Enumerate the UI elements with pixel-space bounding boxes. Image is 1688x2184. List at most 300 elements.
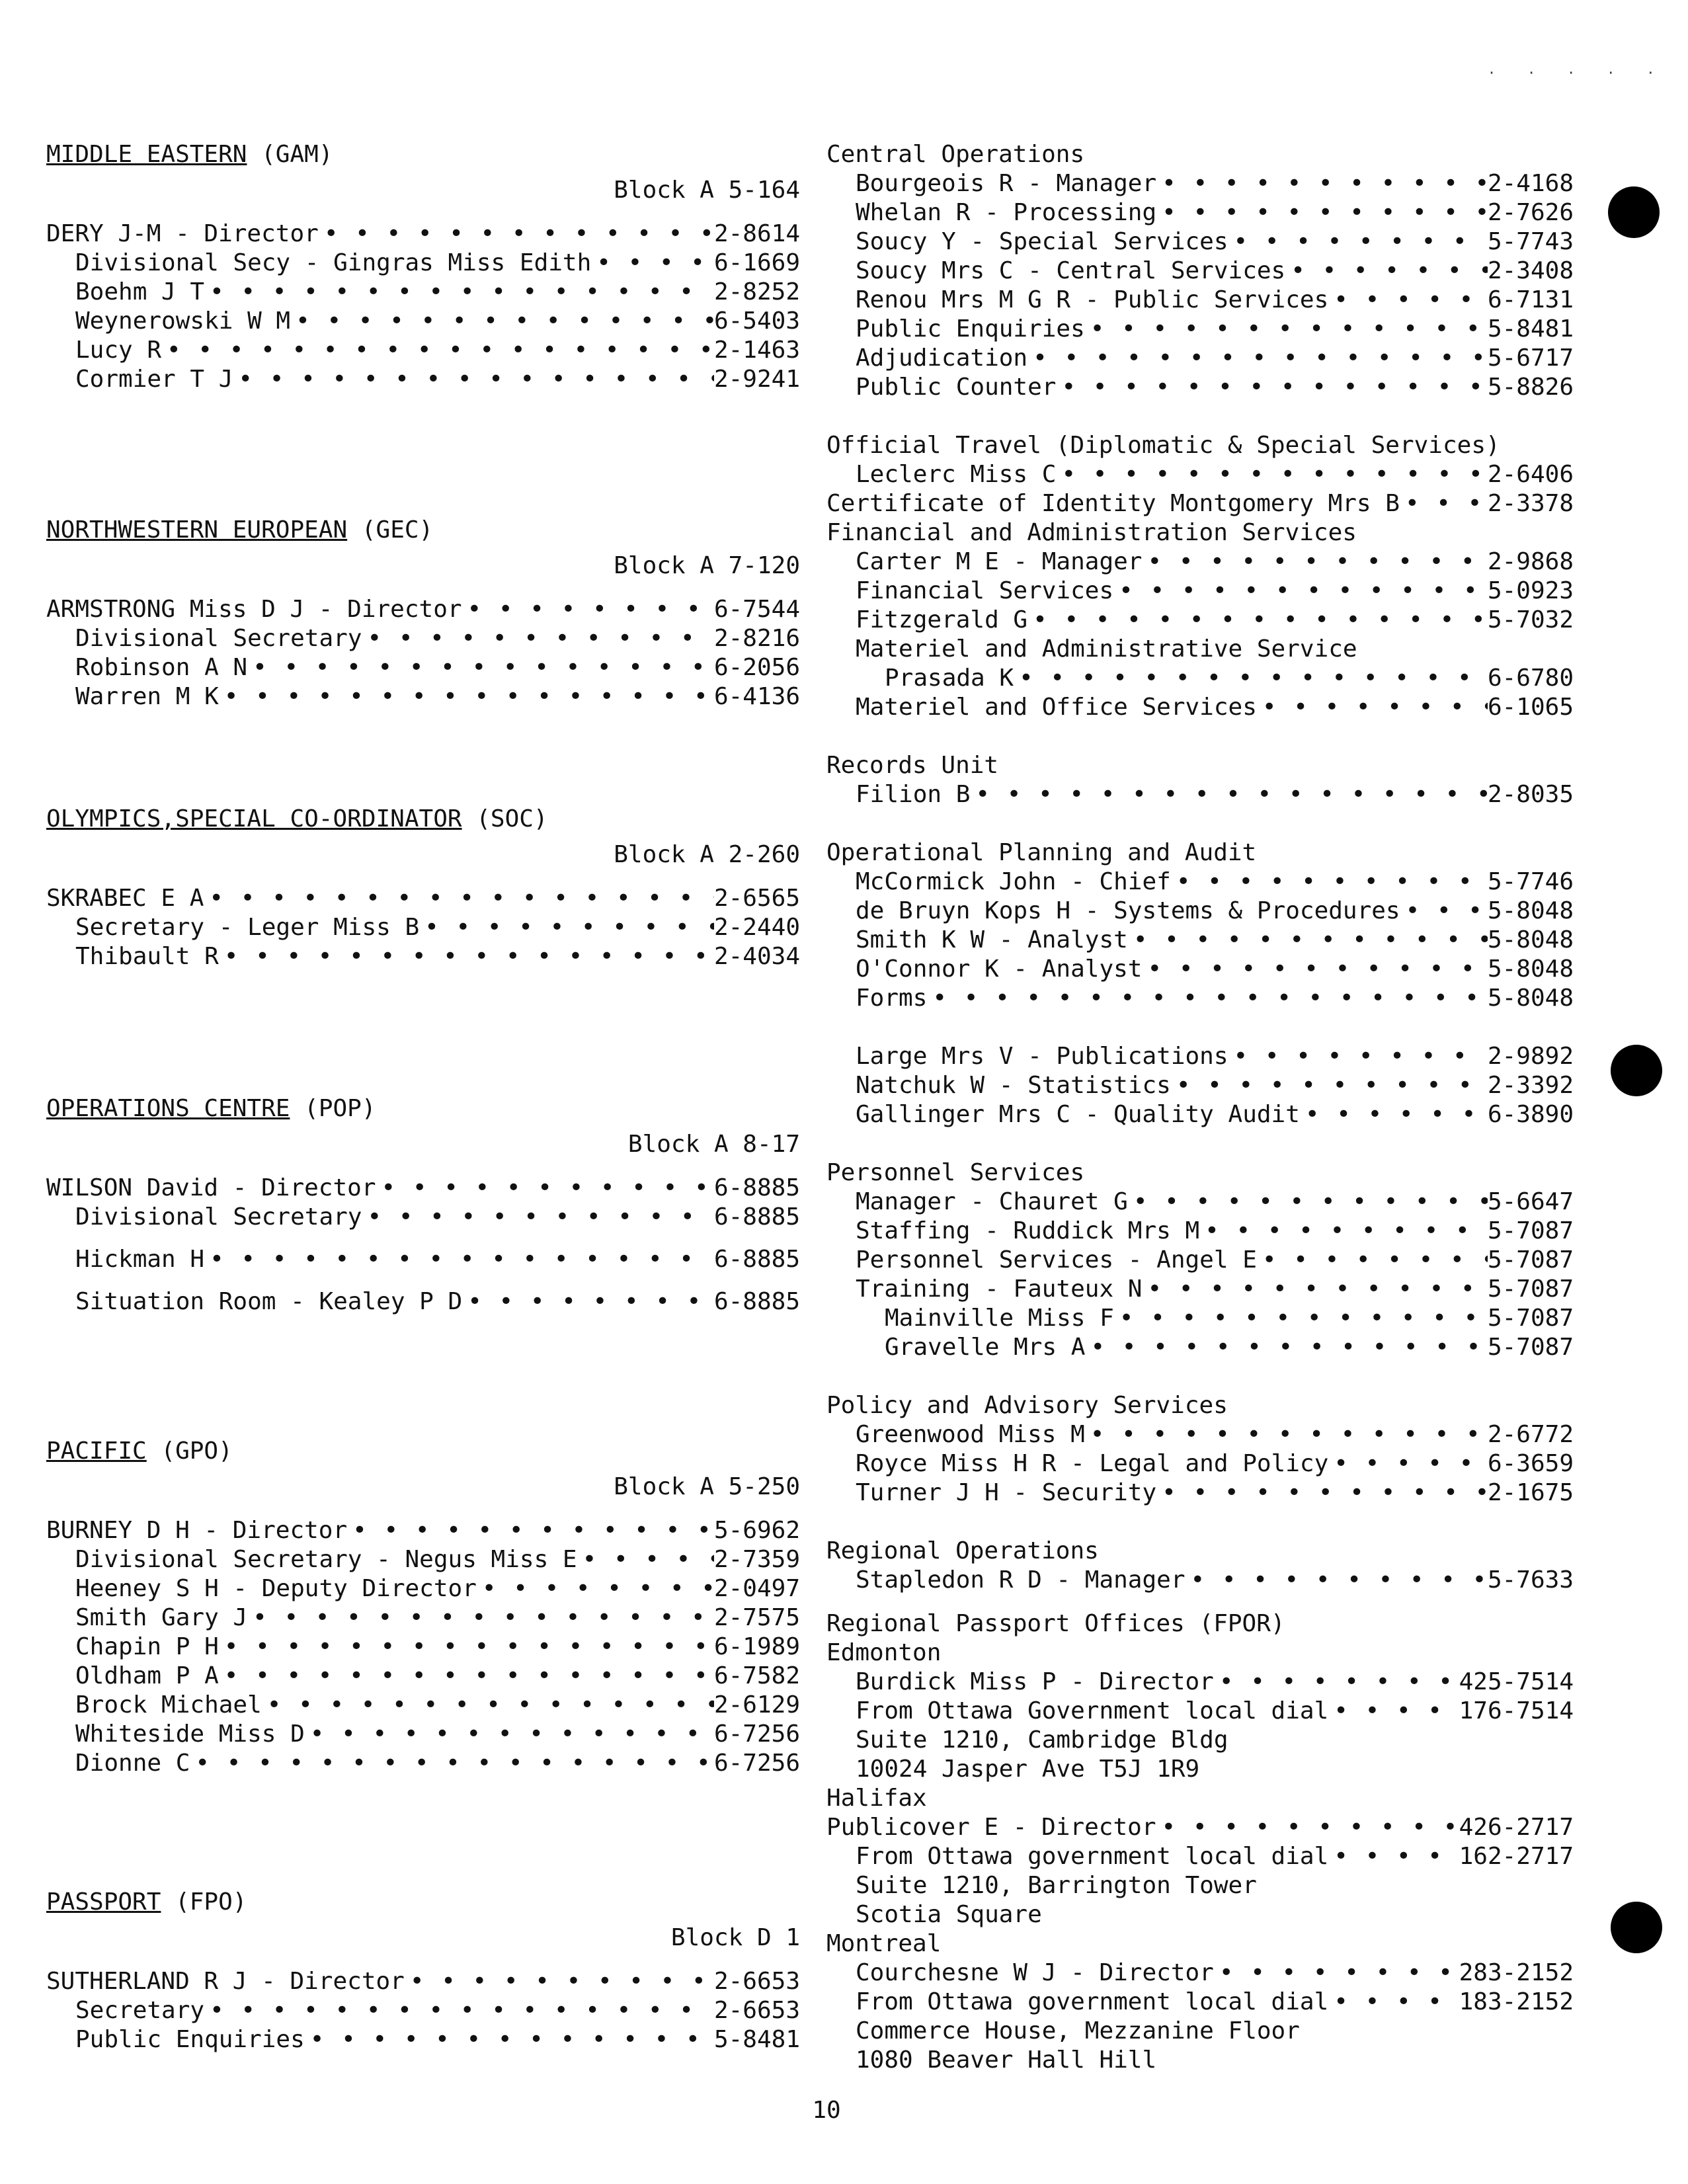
dot-leader	[1328, 1988, 1459, 2017]
dot-leader	[462, 1287, 714, 1316]
section-heading	[46, 516, 800, 545]
directory-entry	[826, 1842, 1574, 1871]
directory-entry	[46, 653, 800, 682]
directory-entry	[826, 169, 1574, 198]
entry-name: McCormick John - Chief	[856, 868, 1171, 895]
directory-entry	[826, 1988, 1574, 2017]
dot-leader	[1214, 1959, 1459, 1988]
address-line: Suite 1210, Barrington Tower	[856, 1872, 1257, 1899]
directory-entry	[826, 984, 1574, 1013]
dot-leader	[1128, 926, 1488, 955]
directory-section	[46, 1094, 800, 1316]
entry-phone: 426-2717	[1459, 1814, 1574, 1841]
directory-entry	[826, 373, 1574, 402]
subsection-heading: Policy and Advisory Services	[826, 1392, 1228, 1419]
directory-entry	[826, 1478, 1574, 1508]
directory-entry	[46, 1662, 800, 1691]
entry-name: Dionne C	[75, 1750, 190, 1777]
entry-name: Bourgeois R - Manager	[856, 170, 1157, 197]
directory-entry	[826, 1959, 1574, 1988]
dot-leader	[1156, 1813, 1459, 1842]
directory-entry	[46, 1174, 800, 1203]
dot-leader	[405, 1967, 714, 1996]
directory-entry	[46, 1633, 800, 1662]
dot-leader	[1328, 286, 1488, 315]
directory-entry	[826, 286, 1574, 315]
entry-phone: 5-7743	[1487, 228, 1574, 255]
directory-entry	[826, 606, 1574, 635]
dot-leader	[1085, 315, 1488, 344]
entry-phone: 6-7131	[1487, 286, 1574, 313]
entry-name: Boehm J T	[75, 278, 205, 305]
dot-leader	[970, 780, 1488, 809]
entry-phone: 2-9241	[713, 366, 800, 393]
entry-phone: 2-8252	[713, 278, 800, 305]
block-location: Block A 2-260	[614, 841, 800, 868]
entry-phone: 2-9892	[1487, 1043, 1574, 1070]
entry-phone: 425-7514	[1459, 1668, 1574, 1695]
entry-name: Soucy Y - Special Services	[856, 228, 1228, 255]
entry-name: Secretary	[75, 1997, 205, 2024]
subsection-heading: Financial and Administration Services	[826, 519, 1357, 546]
entry-name: Personnel Services - Angel E	[856, 1246, 1257, 1274]
entry-phone: 5-6962	[713, 1517, 800, 1544]
entry-phone: 2-1675	[1487, 1479, 1574, 1506]
subsection-heading: Halifax	[826, 1785, 927, 1812]
dot-leader	[161, 336, 714, 365]
dot-leader	[262, 1691, 714, 1720]
entry-phone: 6-4136	[713, 683, 800, 710]
section-code: (SOC)	[476, 805, 548, 832]
subsection-heading: Regional Passport Offices (FPOR)	[826, 1610, 1285, 1637]
address-line: Scotia Square	[856, 1901, 1042, 1928]
dot-leader	[1128, 1188, 1488, 1217]
subsection-heading: Operational Planning and Audit	[826, 839, 1257, 866]
entry-name: Situation Room - Kealey P D	[75, 1288, 463, 1315]
directory-entry	[826, 1668, 1574, 1697]
directory-entry	[826, 1697, 1574, 1726]
entry-phone: 6-7582	[713, 1662, 800, 1689]
directory-entry	[46, 624, 800, 653]
dot-leader	[1056, 460, 1488, 489]
dot-leader	[376, 1174, 714, 1203]
dot-leader	[1156, 169, 1488, 198]
entry-phone: 2-4168	[1487, 170, 1574, 197]
entry-name: From Ottawa government local dial	[856, 1988, 1329, 2015]
entry-name: Heeney S H - Deputy Director	[75, 1575, 477, 1602]
dot-leader	[1228, 1042, 1488, 1071]
directory-entry	[826, 1333, 1574, 1362]
entry-name: Filion B	[856, 781, 971, 808]
address-line: Commerce House, Mezzanine Floor	[856, 2017, 1300, 2044]
entry-name: Lucy R	[75, 337, 162, 364]
spacer	[826, 1129, 1574, 1158]
entry-phone: 183-2152	[1459, 1988, 1574, 2015]
entry-phone: 162-2717	[1459, 1843, 1574, 1870]
entry-name: Cormier T J	[75, 366, 233, 393]
entry-phone: 6-6780	[1487, 665, 1574, 692]
dot-leader	[362, 624, 713, 653]
section-code: (GPO)	[161, 1437, 233, 1465]
directory-entry	[826, 1188, 1574, 1217]
entry-name: O'Connor K - Analyst	[856, 955, 1143, 983]
directory-section	[46, 140, 800, 394]
entry-phone: 2-7626	[1487, 199, 1574, 226]
section-title: MIDDLE EASTERN	[46, 141, 247, 168]
directory-entry	[46, 1574, 800, 1603]
entry-phone: 6-7256	[713, 1750, 800, 1777]
directory-entry	[46, 1245, 800, 1274]
subsection-heading: Personnel Services	[826, 1159, 1085, 1186]
section-code: (FPO)	[175, 1888, 247, 1916]
dot-leader	[1027, 606, 1488, 635]
entry-name: From Ottawa government local dial	[856, 1843, 1329, 1870]
entry-name: Smith K W - Analyst	[856, 926, 1128, 953]
entry-phone: 5-7087	[1487, 1246, 1574, 1274]
directory-section	[46, 805, 800, 971]
entry-phone: 2-8614	[713, 220, 800, 247]
entry-phone: 5-8826	[1487, 374, 1574, 401]
entry-name: Chapin P H	[75, 1633, 219, 1660]
section-title: PACIFIC	[46, 1437, 147, 1465]
section-heading	[46, 1888, 800, 1917]
entry-name: Whelan R - Processing	[856, 199, 1157, 226]
entry-phone: 2-2440	[713, 914, 800, 941]
directory-entry	[46, 220, 800, 249]
dot-leader	[1328, 1449, 1488, 1478]
directory-entry	[826, 1566, 1574, 1595]
dot-leader	[477, 1574, 714, 1603]
entry-name: Burdick Miss P - Director	[856, 1668, 1214, 1695]
block-location: Block A 5-164	[614, 177, 800, 204]
entry-phone: 5-8048	[1487, 985, 1574, 1012]
entry-phone: 5-0923	[1487, 577, 1574, 604]
entry-name: Divisional Secretary	[75, 625, 362, 652]
dot-leader	[219, 942, 714, 971]
dot-leader	[1156, 1478, 1488, 1508]
directory-entry	[826, 868, 1574, 897]
spacer	[826, 809, 1574, 838]
dot-leader	[1400, 897, 1488, 926]
dot-leader	[1214, 1668, 1459, 1697]
directory-entry	[826, 547, 1574, 577]
dot-leader	[1114, 1304, 1488, 1333]
entry-name: Public Enquiries	[75, 2026, 305, 2053]
entry-name: de Bruyn Kops H - Systems & Procedures	[856, 897, 1400, 924]
entry-name: Training - Fauteux N	[856, 1275, 1143, 1303]
dot-leader	[219, 1662, 714, 1691]
dot-leader	[1171, 868, 1488, 897]
entry-phone: 5-7746	[1487, 868, 1574, 895]
entry-name: Certificate of Identity Montgomery Mrs B	[826, 490, 1400, 517]
section-title: OPERATIONS CENTRE	[46, 1095, 290, 1122]
section-heading	[46, 805, 800, 834]
directory-entry	[826, 198, 1574, 227]
entry-phone: 6-8885	[713, 1246, 800, 1273]
block-location: Block D 1	[670, 1924, 800, 1951]
entry-name: Gravelle Mrs A	[885, 1334, 1086, 1361]
block-location: Block A 8-17	[627, 1131, 800, 1158]
entry-name: Turner J H - Security	[856, 1479, 1157, 1506]
entry-phone: 6-2056	[713, 654, 800, 681]
section-heading	[46, 1094, 800, 1123]
dot-leader	[1142, 547, 1487, 577]
directory-entry	[826, 344, 1574, 373]
dot-leader	[204, 278, 714, 307]
directory-entry	[826, 693, 1574, 722]
entry-name: Prasada K	[885, 665, 1014, 692]
dot-leader	[1085, 1420, 1488, 1449]
entry-phone: 5-7032	[1487, 606, 1574, 633]
dot-leader	[1300, 1100, 1488, 1129]
directory-entry	[46, 884, 800, 913]
dot-leader	[1142, 955, 1487, 984]
entry-name: Large Mrs V - Publications	[856, 1043, 1228, 1070]
entry-phone: 2-6653	[713, 1997, 800, 2024]
entry-name: DERY J-M - Director	[46, 220, 319, 247]
directory-entry	[826, 1100, 1574, 1129]
entry-phone: 6-7256	[713, 1720, 800, 1748]
entry-name: Publicover E - Director	[826, 1814, 1156, 1841]
entry-phone: 5-6717	[1487, 344, 1574, 372]
dot-leader	[462, 595, 714, 624]
dot-leader	[1285, 257, 1488, 286]
block-location: Block A 7-120	[614, 552, 800, 579]
dot-leader	[204, 1245, 714, 1274]
dot-leader	[1328, 1842, 1459, 1871]
dot-leader	[591, 249, 714, 278]
entry-name: Robinson A N	[75, 654, 248, 681]
dot-leader	[219, 682, 714, 711]
entry-name: Greenwood Miss M	[856, 1421, 1085, 1448]
entry-phone: 5-6647	[1487, 1188, 1574, 1215]
dot-leader	[1014, 664, 1488, 693]
entry-name: Financial Services	[856, 577, 1114, 604]
dot-leader	[319, 220, 714, 249]
spacer	[826, 402, 1574, 431]
address-line: Suite 1210, Cambridge Bldg	[856, 1726, 1228, 1754]
entry-phone: 176-7514	[1459, 1697, 1574, 1724]
directory-entry	[46, 1516, 800, 1545]
dot-leader	[190, 1749, 714, 1778]
dot-leader	[1171, 1071, 1488, 1100]
directory-entry	[46, 2025, 800, 2054]
directory-entry	[46, 1749, 800, 1778]
entry-phone: 5-8481	[713, 2026, 800, 2053]
entry-phone: 6-8885	[713, 1174, 800, 1201]
directory-entry	[46, 1996, 800, 2025]
spacer	[826, 1013, 1574, 1042]
directory-entry	[826, 1042, 1574, 1071]
directory-entry	[826, 227, 1574, 257]
page-number: 10	[812, 2097, 841, 2124]
subsection-heading: Central Operations	[826, 141, 1085, 168]
entry-name: Public Counter	[856, 374, 1057, 401]
directory-entry	[826, 955, 1574, 984]
dot-leader	[204, 1996, 714, 2025]
directory-entry	[826, 577, 1574, 606]
dot-leader	[1156, 198, 1488, 227]
entry-phone: 5-7633	[1487, 1566, 1574, 1594]
binder-hole-middle	[1611, 1045, 1662, 1096]
entry-phone: 2-7575	[713, 1604, 800, 1631]
directory-section	[46, 1437, 800, 1778]
directory-section	[46, 1888, 800, 2054]
entry-phone: 5-8048	[1487, 926, 1574, 953]
dot-leader	[1027, 344, 1488, 373]
directory-entry	[46, 336, 800, 365]
entry-phone: 6-5403	[713, 307, 800, 335]
entry-phone: 6-8885	[713, 1203, 800, 1231]
entry-phone: 2-6772	[1487, 1421, 1574, 1448]
entry-name: Adjudication	[856, 344, 1028, 372]
directory-entry	[46, 1603, 800, 1633]
entry-name: From Ottawa Government local dial	[856, 1697, 1329, 1724]
entry-name: SUTHERLAND R J - Director	[46, 1968, 405, 1995]
dot-leader	[1186, 1566, 1488, 1595]
directory-entry	[46, 365, 800, 394]
entry-phone: 2-3392	[1487, 1072, 1574, 1099]
entry-name: Gallinger Mrs C - Quality Audit	[856, 1101, 1300, 1128]
directory-entry	[826, 1246, 1574, 1275]
dot-leader	[233, 365, 714, 394]
entry-name: Stapledon R D - Manager	[856, 1566, 1186, 1594]
directory-entry	[826, 1449, 1574, 1478]
entry-name: Smith Gary J	[75, 1604, 248, 1631]
binder-hole-bottom	[1611, 1902, 1662, 1953]
entry-name: Natchuk W - Statistics	[856, 1072, 1171, 1099]
right-column	[826, 140, 1574, 2075]
entry-phone: 6-1989	[713, 1633, 800, 1660]
dot-leader	[1056, 373, 1488, 402]
entry-phone: 5-7087	[1487, 1217, 1574, 1244]
entry-name: Manager - Chauret G	[856, 1188, 1128, 1215]
entry-phone: 2-9868	[1487, 548, 1574, 575]
spacer	[826, 1595, 1574, 1609]
entry-name: WILSON David - Director	[46, 1174, 376, 1201]
dot-leader	[204, 884, 714, 913]
directory-entry	[46, 1203, 800, 1232]
entry-phone: 2-3378	[1487, 490, 1574, 517]
entry-name: Weynerowski W M	[75, 307, 291, 335]
entry-phone: 2-7359	[713, 1546, 800, 1573]
entry-phone: 2-6129	[713, 1691, 800, 1719]
entry-name: Secretary - Leger Miss B	[75, 914, 420, 941]
entry-name: Royce Miss H R - Legal and Policy	[856, 1450, 1329, 1477]
directory-entry	[826, 489, 1574, 518]
entry-name: Leclerc Miss C	[856, 461, 1057, 488]
directory-entry	[46, 278, 800, 307]
directory-entry	[826, 1304, 1574, 1333]
entry-name: Whiteside Miss D	[75, 1720, 305, 1748]
entry-phone: 2-6653	[713, 1968, 800, 1995]
entry-name: Fitzgerald G	[856, 606, 1028, 633]
entry-phone: 5-8481	[1487, 315, 1574, 343]
entry-phone: 6-3890	[1487, 1101, 1574, 1128]
subsection-heading: Records Unit	[826, 752, 999, 779]
dot-leader	[290, 307, 714, 336]
entry-name: Courchesne W J - Director	[856, 1959, 1214, 1986]
dot-leader	[362, 1203, 713, 1232]
directory-entry	[46, 307, 800, 336]
directory-entry	[46, 1287, 800, 1316]
entry-name: Divisional Secretary	[75, 1203, 362, 1231]
scan-specks: · · · · ·	[1488, 65, 1667, 81]
entry-phone: 2-3408	[1487, 257, 1574, 284]
directory-entry	[46, 1691, 800, 1720]
directory-entry	[46, 913, 800, 942]
dot-leader	[1228, 227, 1488, 257]
block-location: Block A 5-250	[614, 1473, 800, 1500]
entry-name: Public Enquiries	[856, 315, 1085, 343]
entry-phone: 6-7544	[713, 596, 800, 623]
entry-name: ARMSTRONG Miss D J - Director	[46, 596, 462, 623]
dot-leader	[247, 653, 714, 682]
directory-entry	[826, 1420, 1574, 1449]
entry-phone: 2-4034	[713, 943, 800, 970]
entry-name: SKRABEC E A	[46, 885, 204, 912]
dot-leader	[219, 1633, 714, 1662]
dot-leader	[1400, 489, 1488, 518]
dot-leader	[1257, 1246, 1488, 1275]
directory-entry	[826, 1217, 1574, 1246]
section-code: (POP)	[304, 1095, 376, 1122]
directory-entry	[826, 897, 1574, 926]
entry-phone: 5-8048	[1487, 897, 1574, 924]
entry-name: BURNEY D H - Director	[46, 1517, 348, 1544]
subsection-heading: Regional Operations	[826, 1537, 1099, 1564]
subsection-heading: Montreal	[826, 1930, 942, 1957]
entry-name: Oldham P A	[75, 1662, 219, 1689]
directory-entry	[826, 664, 1574, 693]
directory-entry	[826, 257, 1574, 286]
entry-phone: 6-8885	[713, 1288, 800, 1315]
section-heading	[46, 140, 800, 169]
entry-phone: 283-2152	[1459, 1959, 1574, 1986]
address-line: 10024 Jasper Ave T5J 1R9	[856, 1756, 1200, 1783]
entry-phone: 5-7087	[1487, 1275, 1574, 1303]
dot-leader	[1085, 1333, 1488, 1362]
spacer	[826, 1508, 1574, 1537]
directory-entry	[46, 595, 800, 624]
directory-entry	[826, 1071, 1574, 1100]
dot-leader	[419, 913, 714, 942]
subsection-heading: Edmonton	[826, 1639, 942, 1666]
dot-leader	[927, 984, 1488, 1013]
entry-name: Divisional Secretary - Negus Miss E	[75, 1546, 577, 1573]
dot-leader	[577, 1545, 714, 1574]
entry-name: Warren M K	[75, 683, 219, 710]
entry-name: Hickman H	[75, 1246, 205, 1273]
section-code: (GEC)	[361, 516, 434, 544]
entry-phone: 6-1065	[1487, 694, 1574, 721]
section-title: OLYMPICS,SPECIAL CO-ORDINATOR	[46, 805, 462, 832]
directory-entry	[46, 1720, 800, 1749]
directory-entry	[46, 249, 800, 278]
binder-hole-top	[1608, 186, 1660, 238]
spacer	[826, 722, 1574, 751]
entry-phone: 2-6565	[713, 885, 800, 912]
entry-name: Carter M E - Manager	[856, 548, 1143, 575]
dot-leader	[1199, 1217, 1488, 1246]
entry-phone: 5-8048	[1487, 955, 1574, 983]
entry-name: Thibault R	[75, 943, 219, 970]
entry-name: Materiel and Office Services	[856, 694, 1257, 721]
entry-phone: 2-8035	[1487, 781, 1574, 808]
entry-phone: 6-1669	[713, 249, 800, 276]
address-line: Materiel and Administrative Service	[856, 635, 1357, 663]
entry-phone: 5-7087	[1487, 1334, 1574, 1361]
